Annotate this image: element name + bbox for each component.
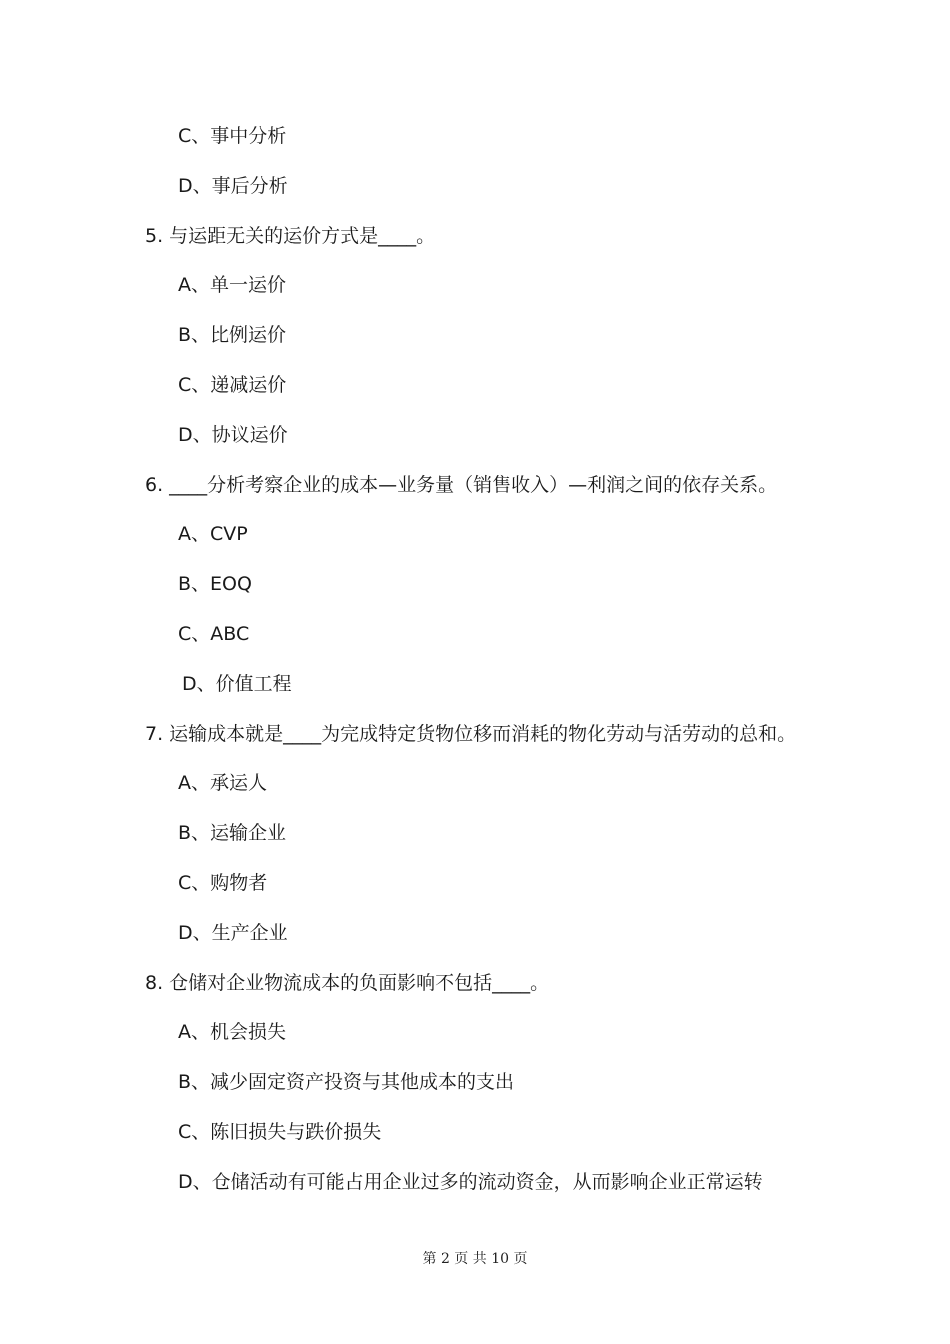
q7-option-c: C、购物者 — [178, 872, 268, 894]
question-6: 6. ____分析考察企业的成本—业务量（销售收入）—利润之间的依存关系。 — [145, 474, 778, 496]
q5-option-d: D、协议运价 — [178, 424, 288, 446]
q7-option-b: B、运输企业 — [178, 822, 287, 844]
question-8: 8. 仓储对企业物流成本的负面影响不包括____。 — [145, 972, 550, 994]
q5-option-a: A、单一运价 — [178, 274, 286, 296]
page-footer: 第 2 页 共 10 页 — [422, 1251, 528, 1267]
q8-option-a: A、机会损失 — [178, 1021, 286, 1043]
q5-option-b: B、比例运价 — [178, 324, 287, 346]
q6-option-b: B、EOQ — [178, 573, 252, 595]
q7-option-a: A、承运人 — [178, 772, 267, 794]
q8-option-b: B、减少固定资产投资与其他成本的支出 — [178, 1071, 515, 1093]
q7-option-d: D、生产企业 — [178, 922, 288, 944]
question-5: 5. 与运距无关的运价方式是____。 — [145, 225, 436, 247]
q4-option-d: D、事后分析 — [178, 175, 288, 197]
q8-option-d: D、仓储活动有可能占用企业过多的流动资金，从而影响企业正常运转 — [178, 1171, 763, 1193]
q6-option-d: D、价值工程 — [182, 673, 292, 695]
q4-option-c: C、事中分析 — [178, 125, 287, 147]
q6-option-a: A、CVP — [178, 523, 248, 545]
q6-option-c: C、ABC — [178, 623, 250, 645]
q8-option-c: C、陈旧损失与跌价损失 — [178, 1121, 382, 1143]
q5-option-c: C、递减运价 — [178, 374, 287, 396]
question-7: 7. 运输成本就是____为完成特定货物位移而消耗的物化劳动与活劳动的总和。 — [145, 723, 797, 745]
